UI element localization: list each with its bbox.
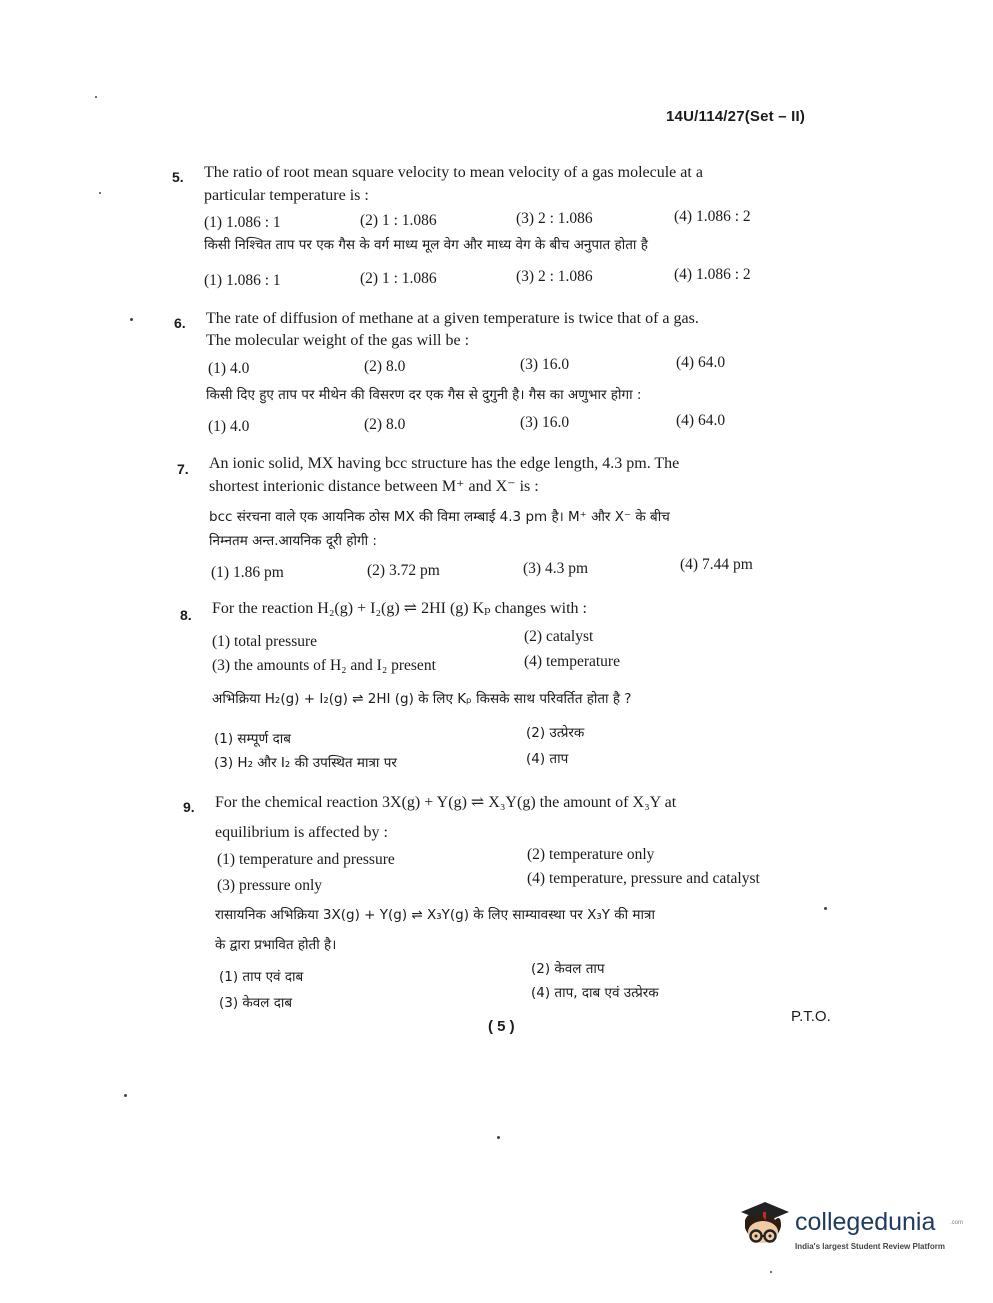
question-text-line: For the chemical reaction 3X(g) + Y(g) ⇌ X₃Y(g) the amount of X₃Y at xyxy=(215,794,677,811)
question-text-line: shortest interionic distance between M⁺ and X⁻ is : xyxy=(209,478,539,495)
logo-suffix: .com xyxy=(950,1220,964,1226)
question-text-hindi: किसी दिए हुए ताप पर मीथेन की विसरण दर एक गैस से दुगुनी है। गैस का अणुभार होगा : xyxy=(206,387,642,403)
question-number: 9. xyxy=(183,799,195,815)
option-1-hindi: (1) ताप एवं दाब xyxy=(219,969,304,985)
logo-tagline: India's largest Student Review Platform xyxy=(795,1242,945,1251)
option-4: (4) 1.086 : 2 xyxy=(674,208,751,225)
option-2: (2) 1 : 1.086 xyxy=(360,212,437,229)
scan-speck xyxy=(770,1271,772,1273)
option-1: (1) 4.0 xyxy=(208,360,250,377)
option-2: (2) catalyst xyxy=(524,628,594,645)
option-4-hindi: (4) ताप, दाब एवं उत्प्रेरक xyxy=(531,985,659,1001)
question-text-line: The rate of diffusion of methane at a given temperature is twice that of a gas. xyxy=(206,310,699,327)
option-2-hindi: (2) उत्प्रेरक xyxy=(526,725,585,741)
option-3: (3) the amounts of H₂ and I₂ present xyxy=(212,657,436,674)
scan-speck xyxy=(95,96,97,98)
question-text-line: The molecular weight of the gas will be : xyxy=(206,332,470,349)
option-2-hindi: (2) 1 : 1.086 xyxy=(360,270,437,287)
scan-speck xyxy=(99,192,101,194)
question-7 xyxy=(177,448,837,588)
option-2-hindi: (2) केवल ताप xyxy=(531,961,605,977)
page-number: ( 5 ) xyxy=(488,1018,515,1035)
option-4-hindi: (4) ताप xyxy=(526,751,569,767)
question-8 xyxy=(180,596,840,776)
option-2-hindi: (2) 8.0 xyxy=(364,416,406,433)
pto-label: P.T.O. xyxy=(791,1008,831,1025)
question-number: 8. xyxy=(180,607,192,623)
option-3: (3) pressure only xyxy=(217,877,323,894)
paper-code: 14U/114/27(Set – II) xyxy=(666,108,806,125)
scan-speck xyxy=(824,907,827,910)
question-text-line: particular temperature is : xyxy=(204,187,369,204)
question-9 xyxy=(183,786,843,1016)
question-text-line: equilibrium is affected by : xyxy=(215,824,388,841)
option-1: (1) temperature and pressure xyxy=(217,851,395,868)
scan-speck xyxy=(124,1094,127,1097)
mascot-icon xyxy=(735,1198,793,1254)
option-4-hindi: (4) 64.0 xyxy=(676,412,726,429)
question-text-hindi: के द्वारा प्रभावित होती है। xyxy=(215,937,337,953)
option-3: (3) 16.0 xyxy=(520,356,570,373)
question-text-hindi: निम्नतम अन्त.आयनिक दूरी होगी : xyxy=(209,533,377,549)
option-4: (4) 64.0 xyxy=(676,354,726,371)
option-1: (1) total pressure xyxy=(212,633,318,650)
collegedunia-logo xyxy=(735,1198,965,1258)
option-2: (2) 8.0 xyxy=(364,358,406,375)
question-text-hindi: bcc संरचना वाले एक आयनिक ठोस MX की विमा लम्बाई 4.3 pm है। M⁺ और X⁻ के बीच xyxy=(209,509,670,525)
option-3-hindi: (3) 2 : 1.086 xyxy=(516,268,593,285)
option-3-hindi: (3) H₂ और I₂ की उपस्थित मात्रा पर xyxy=(214,755,397,771)
logo-wordmark: collegedunia xyxy=(795,1208,936,1236)
option-2: (2) 3.72 pm xyxy=(367,562,440,579)
question-text-line: The ratio of root mean square velocity to mean velocity of a gas molecule at a xyxy=(204,164,703,181)
question-number: 6. xyxy=(174,315,186,331)
option-1-hindi: (1) 4.0 xyxy=(208,418,250,435)
question-text-hindi: किसी निश्चित ताप पर एक गैस के वर्ग माध्य मूल वेग और माध्य वेग के बीच अनुपात होता है xyxy=(204,237,648,253)
option-4-hindi: (4) 1.086 : 2 xyxy=(674,266,751,283)
option-4: (4) temperature xyxy=(524,653,620,670)
scan-speck xyxy=(497,1136,500,1139)
option-4: (4) temperature, pressure and catalyst xyxy=(527,870,760,887)
option-1-hindi: (1) सम्पूर्ण दाब xyxy=(214,731,291,747)
question-text-line: For the reaction H₂(g) + I₂(g) ⇌ 2HI (g) Kₚ changes with : xyxy=(212,600,587,617)
option-1: (1) 1.086 : 1 xyxy=(204,214,281,231)
question-text-line: An ionic solid, MX having bcc structure has the edge length, 4.3 pm. The xyxy=(209,455,680,472)
question-number: 7. xyxy=(177,461,189,477)
question-5 xyxy=(172,160,832,300)
question-6 xyxy=(174,304,834,444)
option-1-hindi: (1) 1.086 : 1 xyxy=(204,272,281,289)
question-text-hindi: अभिक्रिया H₂(g) + I₂(g) ⇌ 2HI (g) के लिए Kₚ किसके साथ परिवर्तित होता है ? xyxy=(212,691,632,707)
option-3-hindi: (3) केवल दाब xyxy=(219,995,293,1011)
option-1: (1) 1.86 pm xyxy=(211,564,284,581)
option-3: (3) 4.3 pm xyxy=(523,560,589,577)
option-4: (4) 7.44 pm xyxy=(680,556,753,573)
question-number: 5. xyxy=(172,169,184,185)
option-2: (2) temperature only xyxy=(527,846,655,863)
scan-speck xyxy=(130,318,133,321)
option-3: (3) 2 : 1.086 xyxy=(516,210,593,227)
question-text-hindi: रासायनिक अभिक्रिया 3X(g) + Y(g) ⇌ X₃Y(g) के लिए साम्यावस्था पर X₃Y की मात्रा xyxy=(215,907,655,923)
option-3-hindi: (3) 16.0 xyxy=(520,414,570,431)
